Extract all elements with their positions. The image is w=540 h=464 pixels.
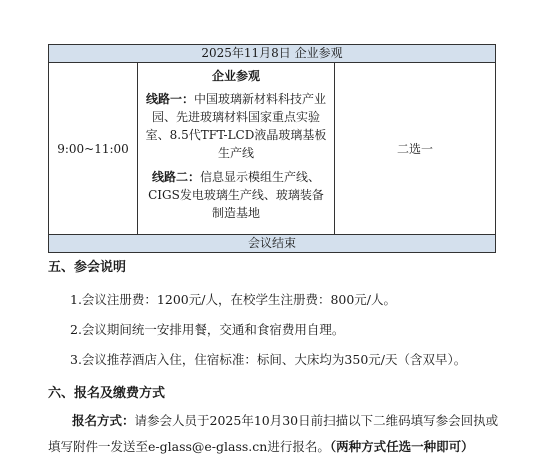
note-item-2: 2.会议期间统一安排用餐，交通和食宿费用自理。 (70, 322, 345, 337)
route-two-text: 信息显示模组生产线、CIGS发电玻璃生产线、玻璃装备制造基地 (148, 170, 324, 220)
section-six-title: 六、报名及缴费方式 (48, 386, 166, 401)
meeting-end-row: 会议结束 (49, 235, 496, 253)
section-five-title: 五、参会说明 (48, 260, 127, 275)
route-one-text: 中国玻璃新材料科技产业园、先进玻璃材料国家重点实验室、8.5代TFT-LCD液晶玻璃基板生产线 (145, 92, 327, 160)
note-item-1: 1.会议注册费：1200元/人，在校学生注册费：800元/人。 (70, 292, 397, 307)
route-two-label: 线路二： (151, 170, 200, 184)
route-one (144, 90, 328, 162)
route-two (144, 168, 328, 222)
registration-emphasis: （两种方式任选一种即可） (329, 439, 474, 454)
schedule-table (48, 44, 496, 253)
note-item-3: 3.会议推荐酒店入住，住宿标准：标间、大床均为350元/天（含双早）。 (70, 352, 467, 367)
time-cell: 9:00~11:00 (49, 63, 138, 235)
registration-label: 报名方式： (72, 413, 135, 428)
visit-cell (138, 63, 335, 235)
registration-paragraph (48, 408, 508, 460)
route-one-label: 线路一： (145, 92, 194, 106)
schedule-date-header: 2025年11月8日 企业参观 (49, 45, 496, 63)
visit-title: 企业参观 (211, 69, 260, 83)
choice-cell: 二选一 (335, 63, 496, 235)
registration-text: 请参会人员于2025年10月30日前扫描以下二维码填写参会回执或填写附件一发送至e-glass@e-glass.cn进行报名。 (48, 413, 499, 454)
